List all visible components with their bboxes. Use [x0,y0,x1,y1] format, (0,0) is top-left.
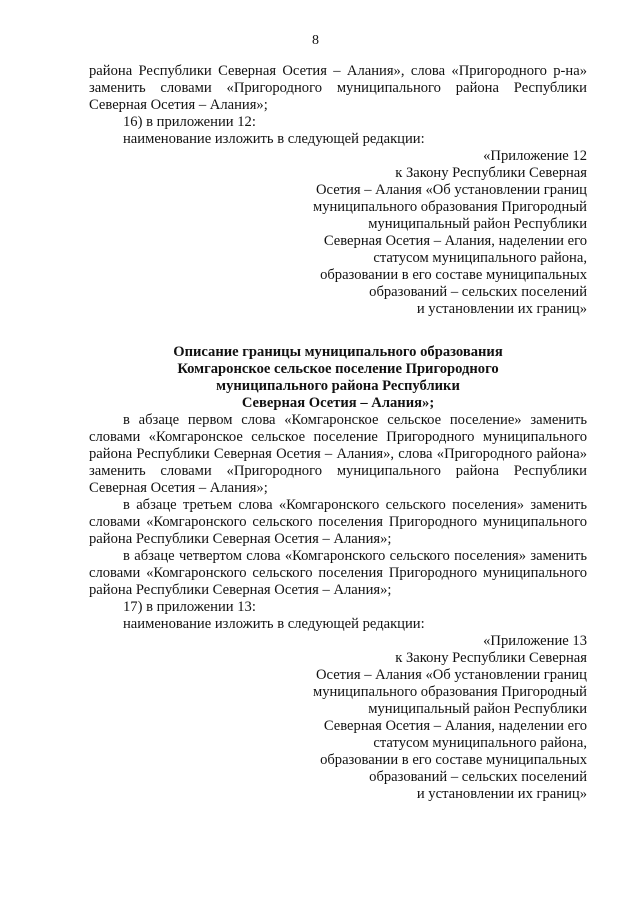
appendix-12-line: муниципального образования Пригородный [312,199,587,215]
appendix-13-line: к Закону Республики Северная [395,650,587,666]
appendix-13-line: образований – сельских поселений [369,769,587,785]
appendix-13-line: муниципального образования Пригородный [312,684,587,700]
heading-line: Северная Осетия – Алания»; [241,395,435,411]
item-17-label: 17) в приложении 13: [123,599,256,615]
appendix-12-line: статусом муниципального района, [373,250,587,266]
appendix-12-header [89,148,587,318]
appendix-13-line: «Приложение 13 [483,633,587,649]
appendix-12-line: образований – сельских поселений [369,284,587,300]
page-number: 8 [312,33,319,48]
item-16-instruction: наименование изложить в следующей редакции: [123,131,425,147]
appendix-12-line: «Приложение 12 [483,148,587,164]
appendix-12-line: образовании в его составе муниципальных [320,267,587,283]
document-body [89,63,587,803]
body-paragraph: в абзаце третьем слова «Комгаронского сельского поселения» заменить словами «Комгаронского сельского поселения Пригородного муниципального района Республики Северная Осетия – Алания»; [89,497,587,547]
appendix-13-line: образовании в его составе муниципальных [320,752,587,768]
appendix-12-line: Северная Осетия – Алания, наделении его [323,233,587,249]
paragraph-continuation: района Республики Северная Осетия – Алания», слова «Пригородного р-на» заменить словами «Пригородного муниципального района Республики Северная Осетия – Алания»; [89,63,587,113]
appendix-12-line: к Закону Республики Северная [395,165,587,181]
item-17-instruction: наименование изложить в следующей редакции: [123,616,425,632]
heading-line: муниципального района Республики [216,378,460,394]
body-paragraph: в абзаце четвертом слова «Комгаронского сельского поселения» заменить словами «Комгаронского сельского поселения Пригородного муниципального района Республики Северная Осетия – Алания»; [89,548,587,598]
heading-line: Описание границы муниципального образования [173,344,503,360]
item-16-label: 16) в приложении 12: [123,114,256,130]
appendix-13-line: муниципальный район Республики [368,701,587,717]
appendix-13-line: статусом муниципального района, [373,735,587,751]
appendix-12-line: муниципальный район Республики [368,216,587,232]
appendix-13-line: и установлении их границ» [416,786,587,802]
heading-line: Комгаронское сельское поселение Пригородного [177,361,499,377]
appendix-13-line: Северная Осетия – Алания, наделении его [323,718,587,734]
body-paragraph: в абзаце первом слова «Комгаронское сельское поселение» заменить словами «Комгаронское сельское поселение Пригородного муниципального района Республики Северная Осетия – Алания», слова «Пригородного района» заменить словами «Пригородного муниципального района Республики Северная Осетия – Алания»; [89,412,587,496]
spacer [89,318,587,344]
appendix-12-line: и установлении их границ» [416,301,587,317]
section-heading [89,344,587,412]
appendix-12-line: Осетия – Алания «Об установлении границ [316,182,587,198]
appendix-13-header [89,633,587,803]
appendix-13-line: Осетия – Алания «Об установлении границ [316,667,587,683]
